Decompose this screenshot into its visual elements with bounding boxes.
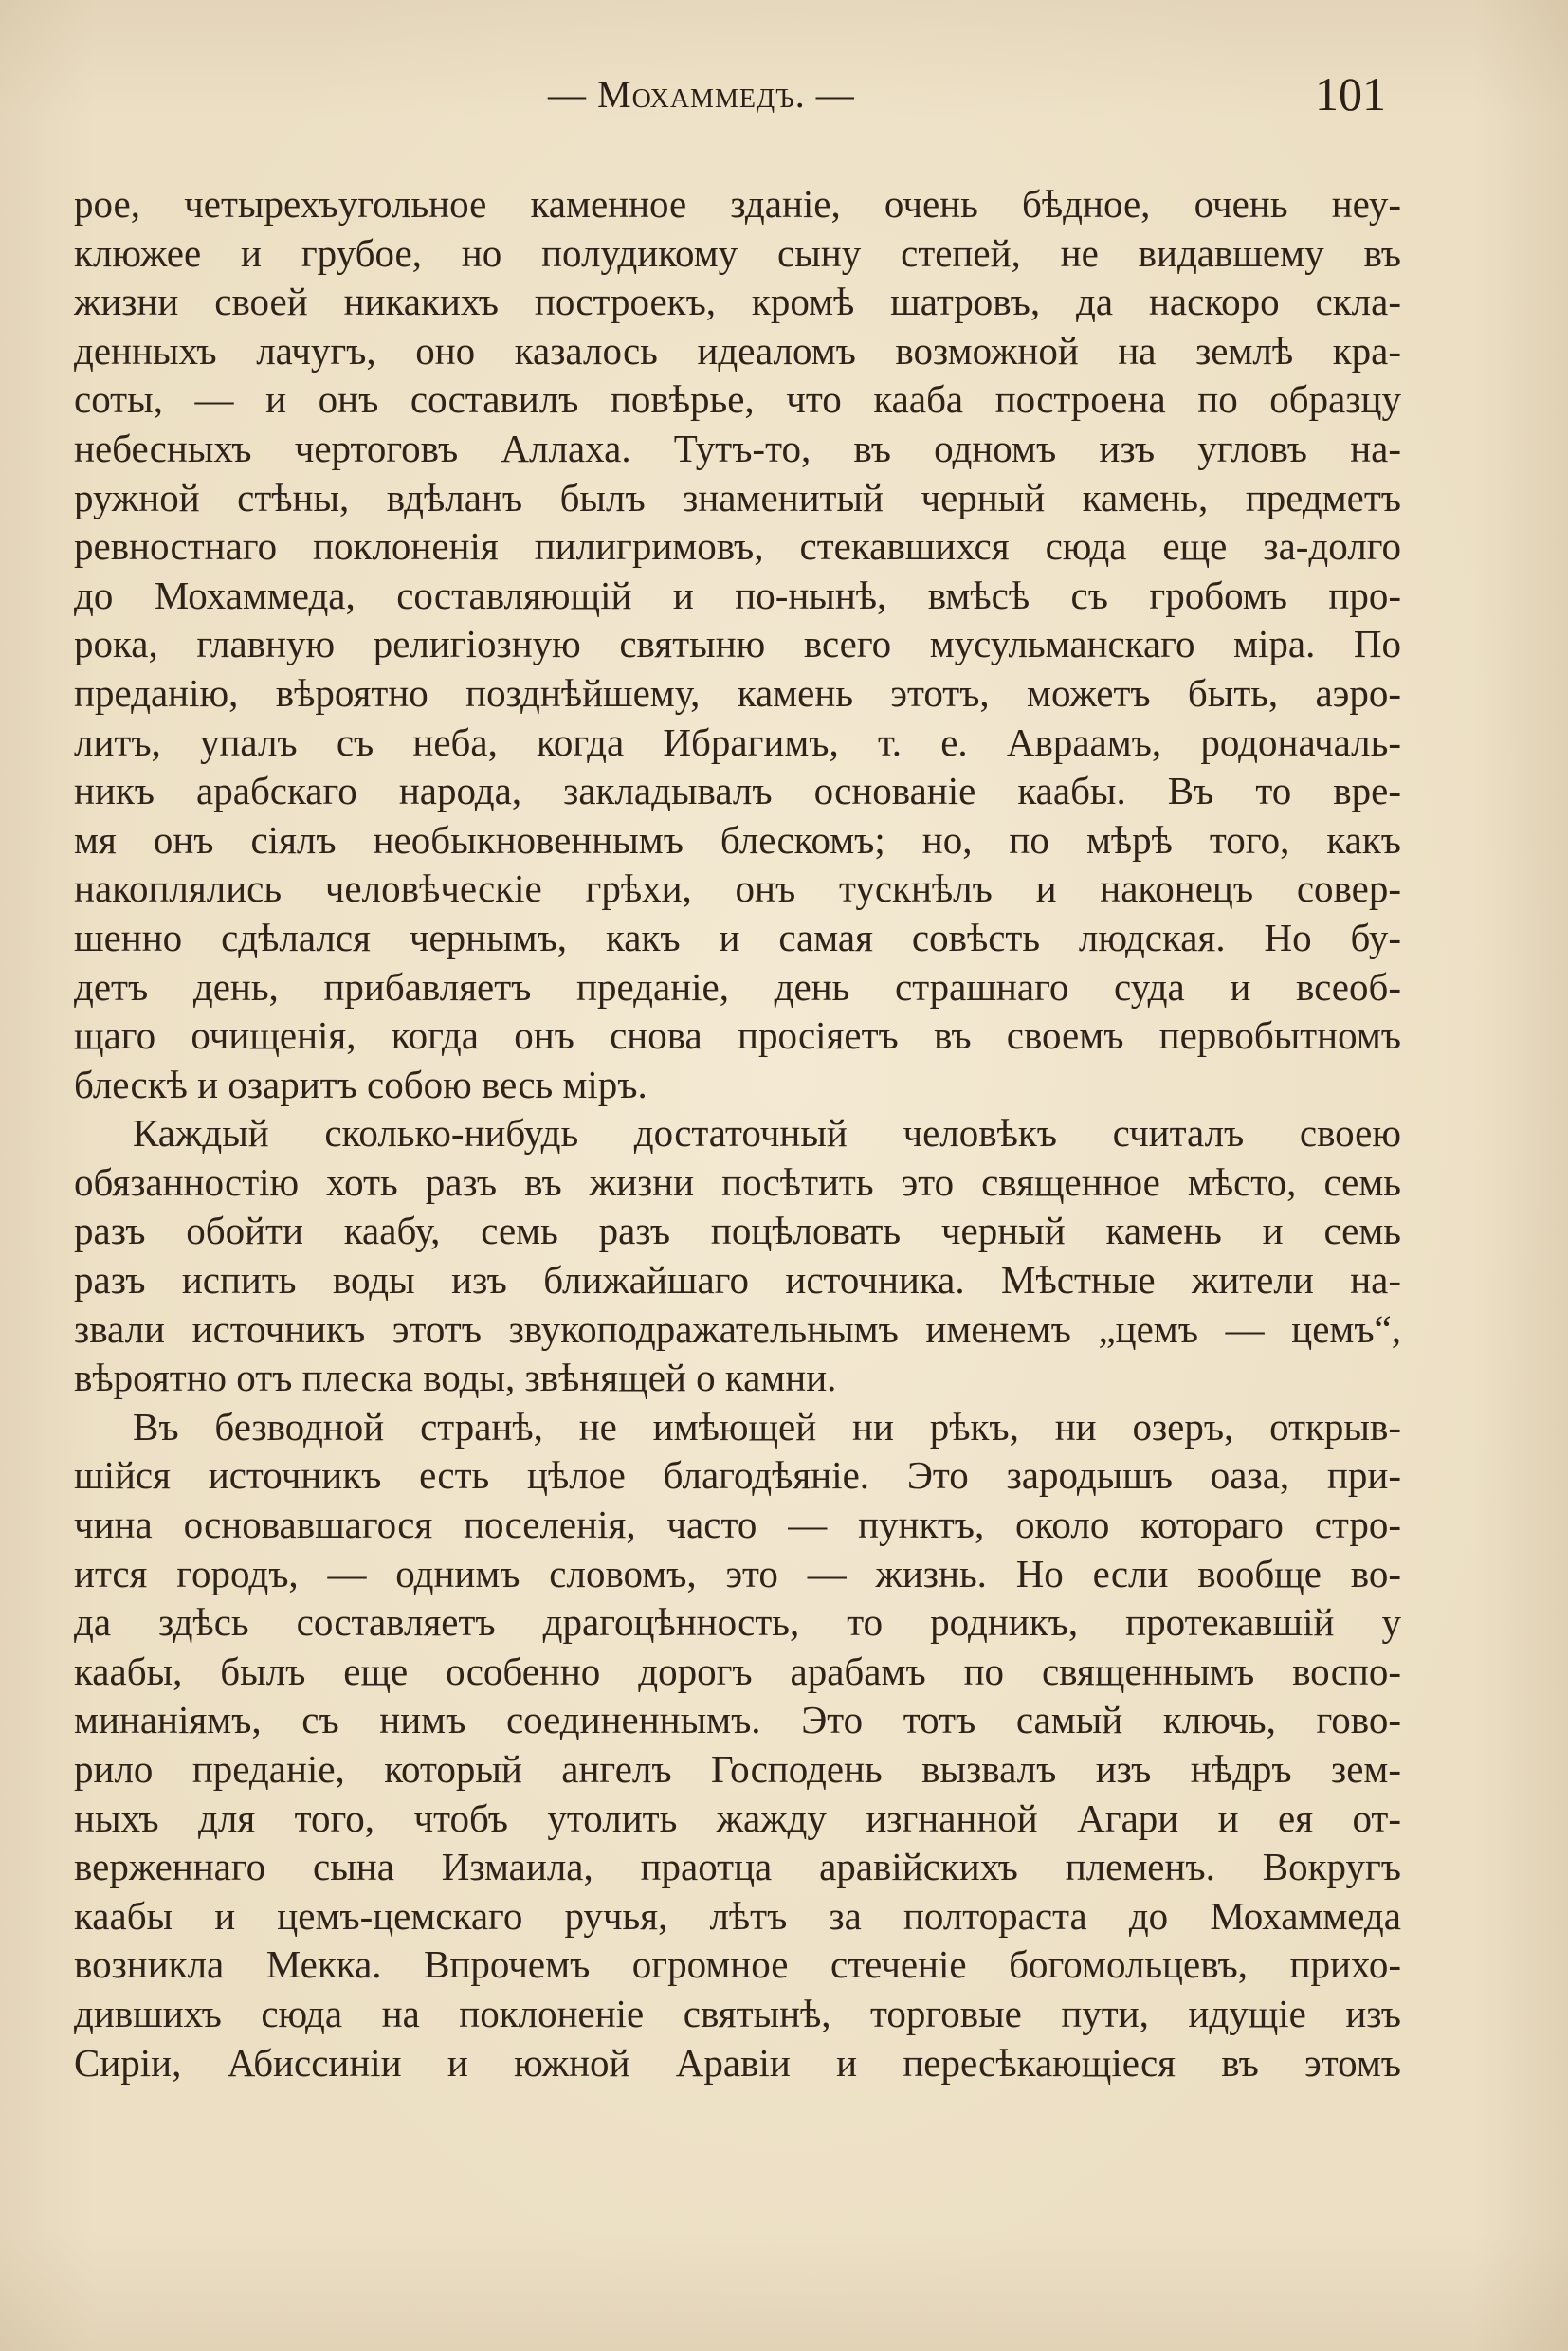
text-line: чина основавшагося поселенія, часто — пунктъ, около котораго стро- <box>74 1503 1401 1547</box>
text-line: каабы, былъ еще особенно дорогъ арабамъ по священнымъ воспо- <box>74 1649 1401 1693</box>
text-line: ружной стѣны, вдѣланъ былъ знаменитый черный камень, предметъ <box>74 475 1401 519</box>
text-line: ныхъ для того, чтобъ утолить жажду изгнанной Агари и ея от- <box>74 1795 1401 1840</box>
text-line: ревностнаго поклоненія пилигримовъ, стекавшихся сюда еще за-долго <box>74 524 1401 569</box>
running-title: — Мохаммедъ. — <box>548 73 855 116</box>
paragraph-1 <box>74 180 1401 1109</box>
text-line: обязанностію хоть разъ въ жизни посѣтить это священное мѣсто, семь <box>74 1159 1401 1204</box>
text-line: возникла Мекка. Впрочемъ огромное стеченіе богомольцевъ, прихо- <box>74 1942 1401 1987</box>
text-line: да здѣсь составляетъ драгоцѣнность, то родникъ, протекавшій у <box>74 1600 1401 1645</box>
text-line: дившихъ сюда на поклоненіе святынѣ, торговые пути, идущіе изъ <box>74 1991 1401 2035</box>
text-line: щаго очищенія, когда онъ снова просіяетъ въ своемъ первобытномъ <box>74 1013 1401 1058</box>
text-line: мя онъ сіялъ необыкновеннымъ блескомъ; но, по мѣрѣ того, какъ <box>74 817 1401 862</box>
text-line: детъ день, прибавляетъ преданіе, день страшнаго суда и всеоб- <box>74 964 1401 1009</box>
text-line: соты, — и онъ составилъ повѣрье, что кааба построена по образцу <box>74 377 1401 422</box>
text-line: небесныхъ чертоговъ Аллаха. Тутъ-то, въ одномъ изъ угловъ на- <box>74 426 1401 470</box>
text-line: рока, главную религіозную святыню всего мусульманскаго міра. По <box>74 622 1401 666</box>
text-line: шенно сдѣлался чернымъ, какъ и самая совѣсть людская. Но бу- <box>74 915 1401 959</box>
text-line: ится городъ, — однимъ словомъ, это — жизнь. Но если вообще во- <box>74 1551 1401 1595</box>
text-line: верженнаго сына Измаила, праотца аравійскихъ племенъ. Вокругъ <box>74 1845 1401 1889</box>
text-line: Въ безводной странѣ, не имѣющей ни рѣкъ, ни озеръ, открыв- <box>133 1404 1401 1449</box>
text-line: вѣроятно отъ плеска воды, звѣнящей о камни. <box>74 1356 837 1400</box>
text-line: литъ, упалъ съ неба, когда Ибрагимъ, т. е. Авраамъ, родоначаль- <box>74 720 1401 764</box>
text-line: до Мохаммеда, составляющій и по-нынѣ, вмѣсѣ съ гробомъ про- <box>74 573 1401 617</box>
text-line: рое, четырехъугольное каменное зданіе, очень бѣдное, очень неу- <box>74 182 1401 226</box>
text-line: рило преданіе, который ангелъ Господень вызвалъ изъ нѣдръ зем- <box>74 1747 1401 1791</box>
paragraph-2 <box>74 1109 1401 1403</box>
text-line: разъ обойти каабу, семь разъ поцѣловать черный камень и семь <box>74 1209 1401 1253</box>
text-line: денныхъ лачугъ, оно казалось идеаломъ возможной на землѣ кра- <box>74 328 1401 373</box>
text-line: блескѣ и озаритъ собою весь міръ. <box>74 1062 647 1106</box>
page-number: 101 <box>1315 67 1386 120</box>
text-line: жизни своей никакихъ построекъ, кромѣ шатровъ, да наскоро скла- <box>74 280 1401 324</box>
text-line: Каждый сколько-нибудь достаточный человѣкъ считалъ своею <box>133 1111 1401 1156</box>
text-line: никъ арабскаго народа, закладывалъ основаніе каабы. Въ то вре- <box>74 769 1401 813</box>
text-line: шійся источникъ есть цѣлое благодѣяніе. Это зародышъ оаза, при- <box>74 1453 1401 1498</box>
body-text <box>74 180 1401 2294</box>
text-line: преданію, вѣроятно позднѣйшему, камень этотъ, можетъ быть, аэро- <box>74 670 1401 715</box>
page-header <box>74 66 1386 133</box>
text-line: разъ испить воды изъ ближайшаго источника. Мѣстные жители на- <box>74 1258 1401 1303</box>
text-line: клюжее и грубое, но полудикому сыну степей, не видавшему въ <box>74 230 1401 275</box>
text-line: каабы и цемъ-цемскаго ручья, лѣтъ за полтораста до Мохаммеда <box>74 1893 1401 1938</box>
text-line: накоплялись человѣческіе грѣхи, онъ тускнѣлъ и наконецъ совер- <box>74 866 1401 911</box>
paragraph-3 <box>74 1403 1401 2087</box>
text-line: минаніямъ, съ нимъ соединеннымъ. Это тотъ самый ключь, гово- <box>74 1698 1401 1742</box>
text-line: звали источникъ этотъ звукоподражательнымъ именемъ „цемъ — цемъ“, <box>74 1306 1401 1351</box>
text-line: Сиріи, Абиссиніи и южной Аравіи и пересѣкающіеся въ этомъ <box>74 2040 1401 2085</box>
